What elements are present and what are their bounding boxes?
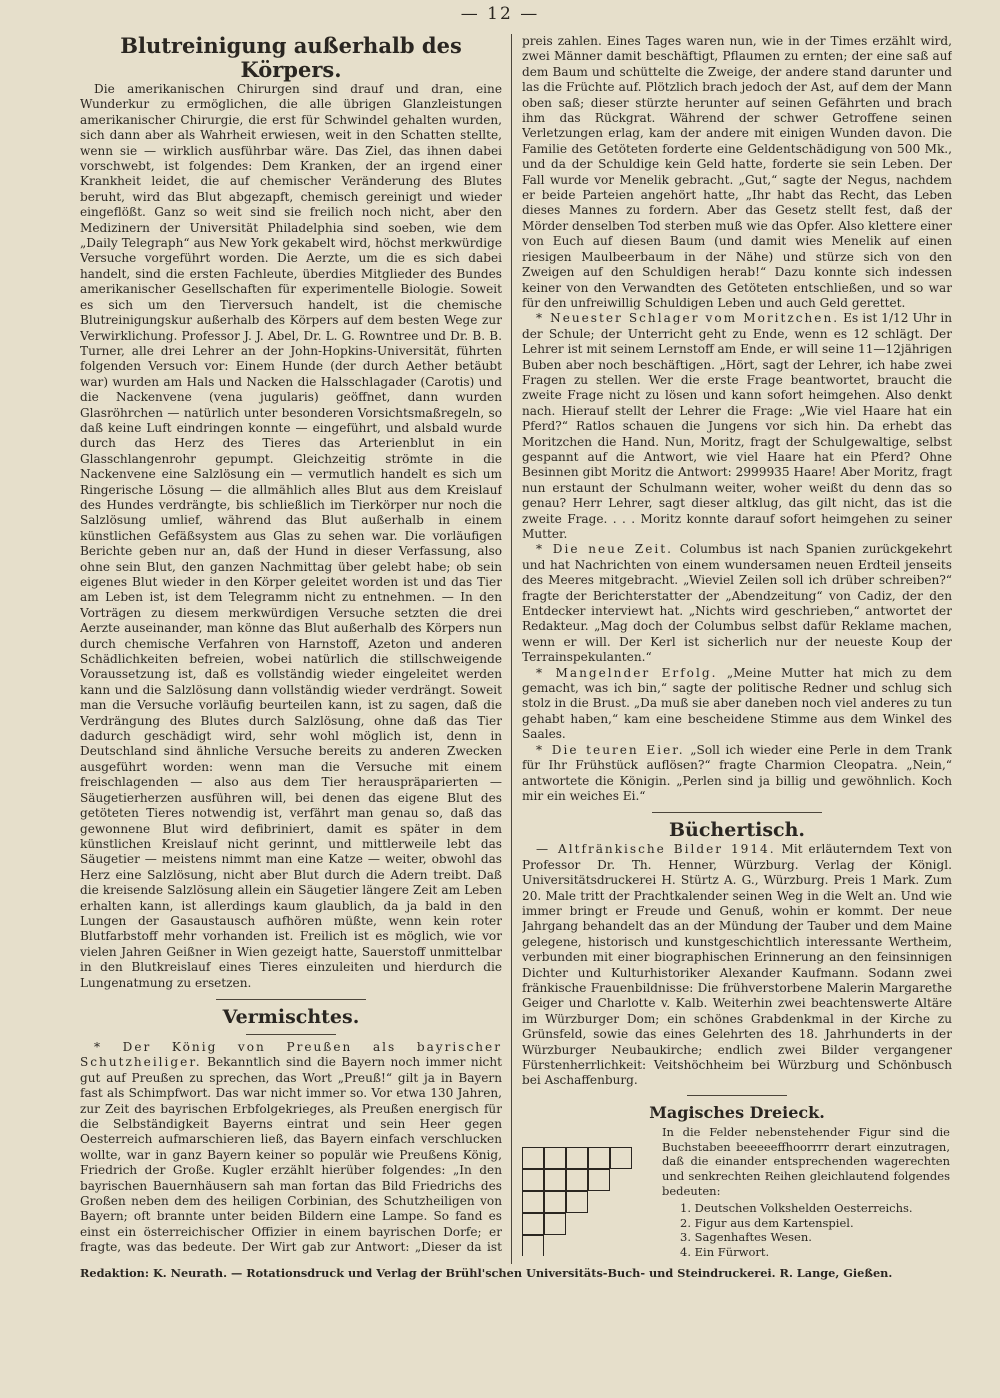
right-column — [522, 34, 952, 1256]
article-text-buecher: Mit erläuterndem Text von Professor Dr. Th. Henner, Würzburg. Verlag der Königl. Universitätsdruckerei H. Stürtz A. G., Würzburg. Preis 1 Mark. Zum 20. Male tritt der Prachtkalender seinen Weg in die Welt an. Und wie immer bringt er Freude und Genuß, wohin er kommt. Der neue Jahrgang behandelt das an der Mündung der Tauber und dem Maine gelegene, historisch und kunstgeschichtlich interessante Wertheim, verbunden mit einer biographischen Erinnerung an den feinsinnigen Dichter und Kulturhistoriker Alexander Kaufmann. Sodann zwei fränkische Frauenbildnisse: Die frühverstorbene Malerin Margarethe Geiger und Charlotte v. Kalb. Weiterhin zwei beachtenswerte Altäre im Würzburger Dom; ein schönes Grabdenkmal in der Kirche zu Grünsfeld, sowie das eines Gelehrten des 18. Jahrhunderts in der Würzburger Neubaukirche; endlich zwei Bilder vergangener Fürstenherrlichkeit: Veitshöchheim bei Würzburg und Schönbusch bei Aschaffenburg. — [522, 842, 952, 1088]
puzzle-cell — [544, 1213, 566, 1235]
puzzle-cell — [588, 1147, 610, 1169]
article-lead-eier: * Die teuren Eier. — [536, 742, 685, 757]
article-menelik-continued: preis zahlen. Eines Tages waren nun, wie in der Times erzählt wird, zwei Männer damit beschäftigt, Pflaumen zu ernten; der eine saß auf dem Baum und schüttelte die Zweige, der andere stand darunter und las die Früchte auf. Plötzlich brach jedoch der Ast, auf dem der Mann oben saß; dieser stürzte herunter auf seinen Gefährten und brach ihm das Rückgrat. Während der schwer Getroffene seinen Verletzungen erlag, kam der andere mit einigen Wunden davon. Die Familie des Getöteten forderte eine Geldentschädigung von 500 Mk., und da der Schuldige kein Geld hatte, forderte sie sein Leben. Der Fall wurde vor Menelik gebracht. „Gut,“ sagte der Negus, nachdem er beide Parteien angehört hatte, „Ihr habt das Recht, das Leben dieses Mannes zu fordern. Aber das Gesetz stellt fest, daß der Mörder denselben Tod sterben muß wie das Opfer. Also klettere einer von Euch auf diesen Baum (und damit wies Menelik auf einen riesigen Maulbeerbaum in der Nähe) und stürze sich von den Zweigen auf den Schuldigen herab!“ Dazu konnte sich indessen keiner von den Verwandten des Getöteten entschließen, und so war für den unfreiwillig Schuldigen Leben und auch Geld gerettet. — [522, 34, 952, 310]
article-text-erfolg: „Meine Mutter hat mich zu dem gemacht, was ich bin,“ sagte der politische Redner und schlug sich stolz in die Brust. „Da muß sie aber daneben noch viel anderes zu tun gehabt haben,“ kam eine bescheidene Stimme aus dem Winkel des Saales. — [522, 665, 952, 742]
puzzle-cell — [566, 1147, 588, 1169]
article-title-blutreinigung: Blutreinigung außerhalb des Körpers. — [120, 34, 462, 82]
puzzle-cell — [544, 1191, 566, 1213]
article-schlager — [522, 311, 952, 542]
separator-rule — [652, 812, 822, 813]
puzzle-cell — [566, 1191, 588, 1213]
article-lead-buecher: — Altfränkische Bilder 1914. — [536, 842, 776, 857]
puzzle-clue: 2. Figur aus dem Kartenspiel. — [680, 1215, 854, 1230]
magic-triangle-puzzle — [522, 1101, 952, 1256]
column-divider — [511, 34, 512, 1264]
article-buecher — [522, 842, 952, 1089]
article-text-schlager: Es ist 1/12 Uhr in der Schule; der Unterricht geht zu Ende, wenn es 12 schlägt. Der Lehrer ist mit seinem Lernstoff am Ende, er will seine 11—12jährigen Buben aber noch beschäftigen. „Hört, sagt der Lehrer, ich habe zwei Fragen zu stellen. Wer die erste Frage beantwortet, braucht die zweite Frage nicht zu lösen und kann sofort heimgehen. Also denkt nach. Hierauf stellt der Lehrer die Frage: „Wie viel Haare hat ein Pferd?“ Ratlos schauen die Jungens vor sich hin. Da erhebt das Moritzchen die Hand. Nun, Moritz, fragt der Schulgewaltige, selbst gespannt auf die Antwort, wie viel Haare hat ein Pferd? Ohne Besinnen gibt Moritz die Antwort: 2999935 Haare! Aber Moritz, fragt nun erstaunt der Schulmann weiter, woher weißt du denn das so genau? Herr Lehrer, sagt dieser altklug, das gilt nicht, das ist die zweite Frage. . . . Moritz konnte darauf sofort heimgehen zu seiner Mutter. — [522, 311, 952, 541]
puzzle-cell — [522, 1147, 544, 1169]
article-body-blutreinigung: Die amerikanischen Chirurgen sind drauf und dran, eine Wunderkur zu ermöglichen, die alle übrigen Glanzleistungen amerikanischer Chirurgie, die erst für Schwindel gehalten wurden, sich dann aber als Wahrheit erwiesen, weit in den Schatten stellte, wenn sie — wirklich ausführbar wäre. Das Ziel, das ihnen dabei vorschwebt, ist folgendes: Dem Kranken, der an irgend einer Krankheit leidet, die auf chemischer Veränderung des Blutes beruht, wird das Blut abgezapft, chemisch gereinigt und wieder eingeflößt. Ganz so weit sind sie freilich noch nicht, aber den Medizinern der Universität Philadelphia sind soeben, wie dem „Daily Telegraph“ aus New York gekabelt wird, höchst merkwürdige Versuche vorgeführt worden. Die Aerzte, um die es sich dabei handelt, sind die ersten Fachleute, überdies Mitglieder des Bundes amerikanischer Gesellschaften für experimentelle Biologie. Soweit es sich um den Tierversuch handelt, ist die chemische Blutreinigungskur außerhalb des Körpers auf dem besten Wege zur Verwirklichung. Professor J. J. Abel, Dr. L. G. Rowntree und Dr. B. B. Turner, alle drei Lehrer an der John-Hopkins-Universität, führten folgenden Versuch vor: Einem Hunde (der durch Aether betäubt war) wurden am Hals und Nacken die Halsschlagader (Carotis) und die Nackenvene (vena jugularis) geöffnet, dann wurden Glasröhrchen — natürlich unter besonderen Vorsichtsmaßregeln, so daß keine Luft eindringen konnte — eingeführt, und alsbald wurde durch das Herz des Tieres das Arterienblut in ein Glasschlangenrohr gepumpt. Gleichzeitig strömte in die Nackenvene eine Salzlösung ein — vermutlich handelt es sich um Ringerische Lösung — die allmählich alles Blut aus dem Kreislauf des Hundes verdrängte, bis schließlich im Tierkörper nur noch die Salzlösung umlief, während das Blut außerhalb in einem künstlichen Gefäßsystem aus Glas zu sehen war. Die vorläufigen Berichte geben nur an, daß der Hund in dieser Verfassung, also ohne sein Blut, den ganzen Nachmittag über gelebt habe; ob sein eigenes Blut wieder in den Körper geleitet worden ist und das Tier am Leben ist, ist dem Telegramm nicht zu entnehmen. — In den Vorträgen zu diesem merkwürdigen Versuche setzten die drei Aerzte auseinander, man könne das Blut außerhalb des Körpers nun durch chemische Verfahren von Harnstoff, Azeton und anderen Schädlichkeiten befreien, wobei natürlich die stillschweigende Voraussetzung ist, daß es vollständig wieder eingeleitet werden kann und die Salzlösung dann vollständig wieder verdrängt. Soweit man die Versuche vorläufig beurteilen kann, ist zu sagen, daß die Verdrängung des Blutes durch Salzlösung, ohne daß das Tier dadurch geschädigt wird, sehr wohl möglich ist, denn in Deutschland sind ähnliche Versuche bereits zu anderen Zwecken ausgeführt worden: wenn man die Versuche mit einem freischlagenden — also aus dem Tier herauspräparierten — Säugetierherzen ausführen will, bei denen das eigene Blut des getöteten Tieres notwendig ist, verfährt man genau so, daß das gewonnene Blut wird defibriniert, damit es später in dem künstlichen Kreislauf nicht gerinnt, und mittlerweile lebt das Säugetier — meistens nimmt man eine Katze — weiter, obwohl das Herz eine Salzlösung, nicht aber Blut durch die Adern treibt. Daß die kreisende Salzlösung allein ein Säugetier längere Zeit am Leben erhalten kann, ist allerdings kaum glaublich, da ja bald in den Lungen der Gasaustausch aufhören müßte, wenn kein roter Blutfarbstoff mehr vorhanden ist. Freilich ist es möglich, wie vor vielen Jahren Geißner in Wien gezeigt hatte, Sauerstoff unmittelbar in den Blutkreislauf eines Tieres einzuleiten und hierdurch die Lungenatmung zu ersetzen. — [80, 82, 502, 990]
section-title-vermischtes: Vermischtes. — [222, 1005, 360, 1028]
article-erfolg — [522, 666, 952, 743]
article-zeit — [522, 542, 952, 665]
article-text-koenig: Bekanntlich sind die Bayern noch immer nicht gut auf Preußen zu sprechen, das Wort „Preuß!“ gilt ja in Bayern fast als Schimpfwort. Das war nicht immer so. Vor etwa 130 Jahren, zur Zeit des bayrischen Erbfolgekrieges, als Preußen energisch für die Selbständigkeit Bayerns eintrat und sein Heer gegen Oesterreich aufmarschieren ließ, das Bayern einfach verschlucken wollte, war in ganz Bayern keiner so populär wie Preußens König, Friedrich der Große. Kugler erzählt hierüber folgendes: „In den bayrischen Bauernhäusern sah man fortan das Bild Friedrichs des Großen neben dem des heiligen Corbinian, des Schutzheiligen von Bayern; oft brannte unter beiden Bildern eine Lampe. So fand es einst ein österreichischer Offizier in einem bayrischen Dorfe; er fragte, was das bedeute. Der Wirt gab zur Antwort: „Dieser da ist — [80, 1055, 502, 1255]
article-koenig — [80, 1040, 502, 1256]
page-number: — 12 — — [460, 4, 540, 24]
separator-rule — [216, 999, 366, 1000]
puzzle-clue: 1. Deutschen Volkshelden Oesterreichs. — [680, 1200, 913, 1215]
left-column — [80, 34, 502, 1256]
article-text-eier: „Soll ich wieder eine Perle in dem Trank für Ihr Frühstück auflösen?“ fragte Charmion Cleopatra. „Nein,“ antwortete die Königin. „Perlen sind ja billig und gewöhnlich. Koch mir ein weiches Ei.“ — [522, 742, 952, 803]
imprint-footer: Redaktion: K. Neurath. — Rotationsdruck und Verlag der Brühl'schen Universitäts-Buch- und Steindruckerei. R. Lange, Gießen. — [80, 1266, 893, 1280]
separator-rule — [246, 1034, 336, 1035]
puzzle-intro: In die Felder nebenstehender Figur sind die Buchstaben beeeeeffhoorrrr derart einzutragen, daß die einander entsprechenden wagerechten und senkrechten Reihen gleichlautend folgendes bedeuten: — [662, 1124, 950, 1198]
puzzle-cell — [522, 1191, 544, 1213]
puzzle-cell — [610, 1147, 632, 1169]
puzzle-grid — [522, 1147, 648, 1256]
puzzle-cell — [522, 1213, 544, 1235]
separator-rule — [687, 1095, 787, 1096]
puzzle-cell — [522, 1169, 544, 1191]
puzzle-text — [662, 1125, 950, 1256]
puzzle-cell — [588, 1169, 610, 1191]
article-lead-erfolg: * Mangelnder Erfolg. — [536, 665, 718, 680]
puzzle-cell — [522, 1235, 544, 1256]
puzzle-cell — [566, 1169, 588, 1191]
puzzle-title: Magisches Dreieck. — [649, 1102, 825, 1122]
section-title-buechertisch: Büchertisch. — [668, 819, 806, 842]
puzzle-cell — [544, 1147, 566, 1169]
article-lead-schlager: * Neuester Schlager vom Moritzchen. — [536, 311, 840, 326]
article-eier — [522, 743, 952, 805]
article-text-zeit: Columbus ist nach Spanien zurückgekehrt und hat Nachrichten von einem wundersamen neuen Erdteil jenseits des Meeres mitgebracht. „Wieviel Zeilen soll ich drüber schreiben?“ fragte der Berichterstatter der „Abendzeitung“ von Cadiz, der den Entdecker interviewt hat. „Nichts wird geschrieben,“ antwortet der Redakteur. „Mag doch der Columbus selbst dafür Reklame machen, wenn er will. Der Kerl ist sicherlich nur der neueste Koup der Terrainspekulanten.“ — [522, 542, 952, 665]
puzzle-clue: 4. Ein Fürwort. — [680, 1245, 770, 1256]
article-lead-koenig: * Der König von Preußen als bayrischer Schutzheiliger. — [80, 1039, 502, 1070]
puzzle-clue-list — [662, 1201, 950, 1256]
article-lead-zeit: * Die neue Zeit. — [536, 542, 673, 557]
puzzle-cell — [544, 1169, 566, 1191]
puzzle-clue: 3. Sagenhaftes Wesen. — [680, 1230, 812, 1245]
